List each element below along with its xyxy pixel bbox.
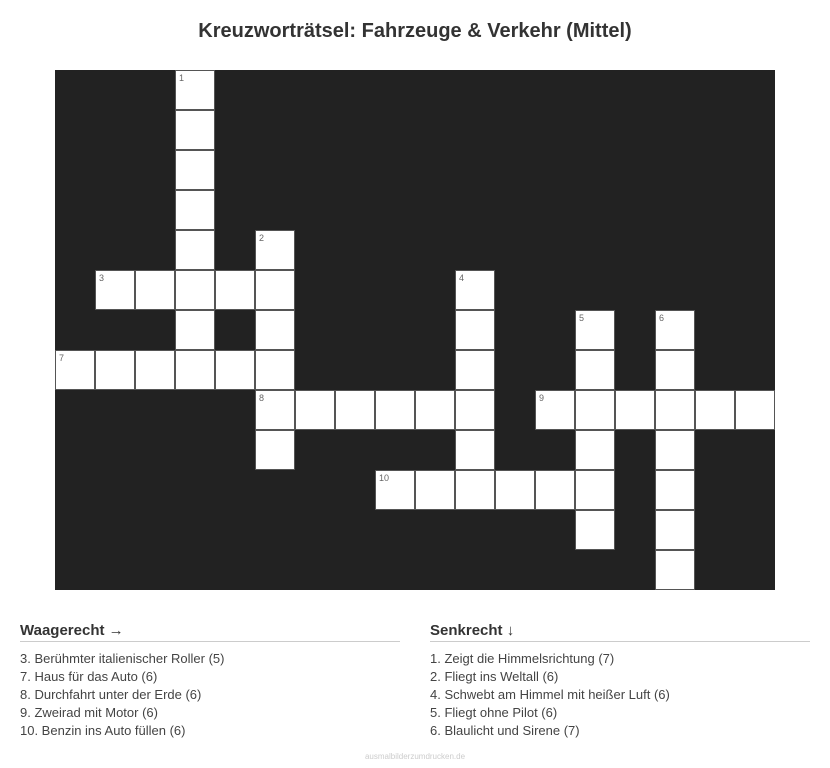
clue-number: 1 — [179, 73, 185, 83]
crossword-cell[interactable] — [255, 230, 295, 270]
crossword-cell[interactable] — [255, 310, 295, 350]
clue-number: 3 — [99, 273, 105, 283]
across-heading: Waagerecht → — [20, 622, 400, 642]
clue-number: 8 — [259, 393, 265, 403]
crossword-cell[interactable] — [95, 350, 135, 390]
crossword-cell[interactable] — [655, 510, 695, 550]
across-clue: 3. Berühmter italienischer Roller (5) — [20, 651, 225, 666]
clue-number: 7 — [59, 353, 65, 363]
crossword-cell[interactable] — [215, 350, 255, 390]
crossword-cell[interactable] — [495, 470, 535, 510]
clue-number: 9 — [539, 393, 545, 403]
crossword-cell[interactable] — [175, 70, 215, 110]
crossword-cell[interactable] — [655, 310, 695, 350]
crossword-cell[interactable] — [175, 230, 215, 270]
crossword-cell[interactable] — [175, 150, 215, 190]
crossword-cell[interactable] — [455, 390, 495, 430]
crossword-cell[interactable] — [175, 190, 215, 230]
crossword-cell[interactable] — [655, 350, 695, 390]
crossword-cell[interactable] — [655, 470, 695, 510]
crossword-cell[interactable] — [375, 390, 415, 430]
down-clue: 2. Fliegt ins Weltall (6) — [430, 669, 559, 684]
down-clue: 5. Fliegt ohne Pilot (6) — [430, 705, 558, 720]
crossword-cell[interactable] — [175, 270, 215, 310]
crossword-cell[interactable] — [175, 110, 215, 150]
crossword-cell[interactable] — [575, 510, 615, 550]
across-clue: 9. Zweirad mit Motor (6) — [20, 705, 158, 720]
crossword-cell[interactable] — [615, 390, 655, 430]
crossword-cell[interactable] — [655, 390, 695, 430]
crossword-cell[interactable] — [175, 310, 215, 350]
crossword-cell[interactable] — [575, 430, 615, 470]
crossword-cell[interactable] — [575, 470, 615, 510]
crossword-cell[interactable] — [415, 470, 455, 510]
crossword-cell[interactable] — [255, 270, 295, 310]
crossword-cell[interactable] — [455, 350, 495, 390]
crossword-cell[interactable] — [455, 310, 495, 350]
down-clue: 1. Zeigt die Himmelsrichtung (7) — [430, 651, 615, 666]
crossword-cell[interactable] — [735, 390, 775, 430]
crossword-cell[interactable] — [335, 390, 375, 430]
clue-number: 6 — [659, 313, 665, 323]
crossword-cell[interactable] — [135, 350, 175, 390]
crossword-cell[interactable] — [575, 310, 615, 350]
crossword-cell[interactable] — [415, 390, 455, 430]
crossword-cell[interactable] — [255, 430, 295, 470]
crossword-cell[interactable] — [375, 470, 415, 510]
page-title: Kreuzworträtsel: Fahrzeuge & Verkehr (Mittel) — [198, 20, 632, 42]
crossword-grid — [55, 70, 775, 590]
crossword-cell[interactable] — [175, 350, 215, 390]
crossword-cell[interactable] — [95, 270, 135, 310]
crossword-cell[interactable] — [295, 390, 335, 430]
crossword-cell[interactable] — [695, 390, 735, 430]
crossword-cell[interactable] — [455, 470, 495, 510]
down-clue: 6. Blaulicht und Sirene (7) — [430, 723, 580, 738]
across-clues — [20, 622, 400, 740]
crossword-cell[interactable] — [255, 350, 295, 390]
down-clues — [430, 622, 810, 740]
crossword-cell[interactable] — [135, 270, 175, 310]
crossword-cell[interactable] — [455, 270, 495, 310]
down-heading: Senkrecht ↓ — [430, 622, 810, 642]
clue-number: 2 — [259, 233, 265, 243]
down-clue: 4. Schwebt am Himmel mit heißer Luft (6) — [430, 687, 670, 702]
crossword-cell[interactable] — [255, 390, 295, 430]
footer-watermark: ausmalbilderzumdrucken.de — [364, 752, 466, 761]
across-clue: 8. Durchfahrt unter der Erde (6) — [20, 687, 202, 702]
across-clue: 7. Haus für das Auto (6) — [20, 669, 158, 684]
across-clue: 10. Benzin ins Auto füllen (6) — [20, 723, 186, 738]
crossword-cell[interactable] — [535, 470, 575, 510]
crossword-cell[interactable] — [655, 550, 695, 590]
clue-number: 4 — [459, 273, 465, 283]
crossword-cell[interactable] — [215, 270, 255, 310]
clue-number: 10 — [379, 473, 390, 483]
crossword-cell[interactable] — [55, 350, 95, 390]
crossword-cell[interactable] — [455, 430, 495, 470]
crossword-cell[interactable] — [655, 430, 695, 470]
crossword-cell[interactable] — [575, 390, 615, 430]
crossword-cell[interactable] — [535, 390, 575, 430]
clue-number: 5 — [579, 313, 585, 323]
crossword-cell[interactable] — [575, 350, 615, 390]
